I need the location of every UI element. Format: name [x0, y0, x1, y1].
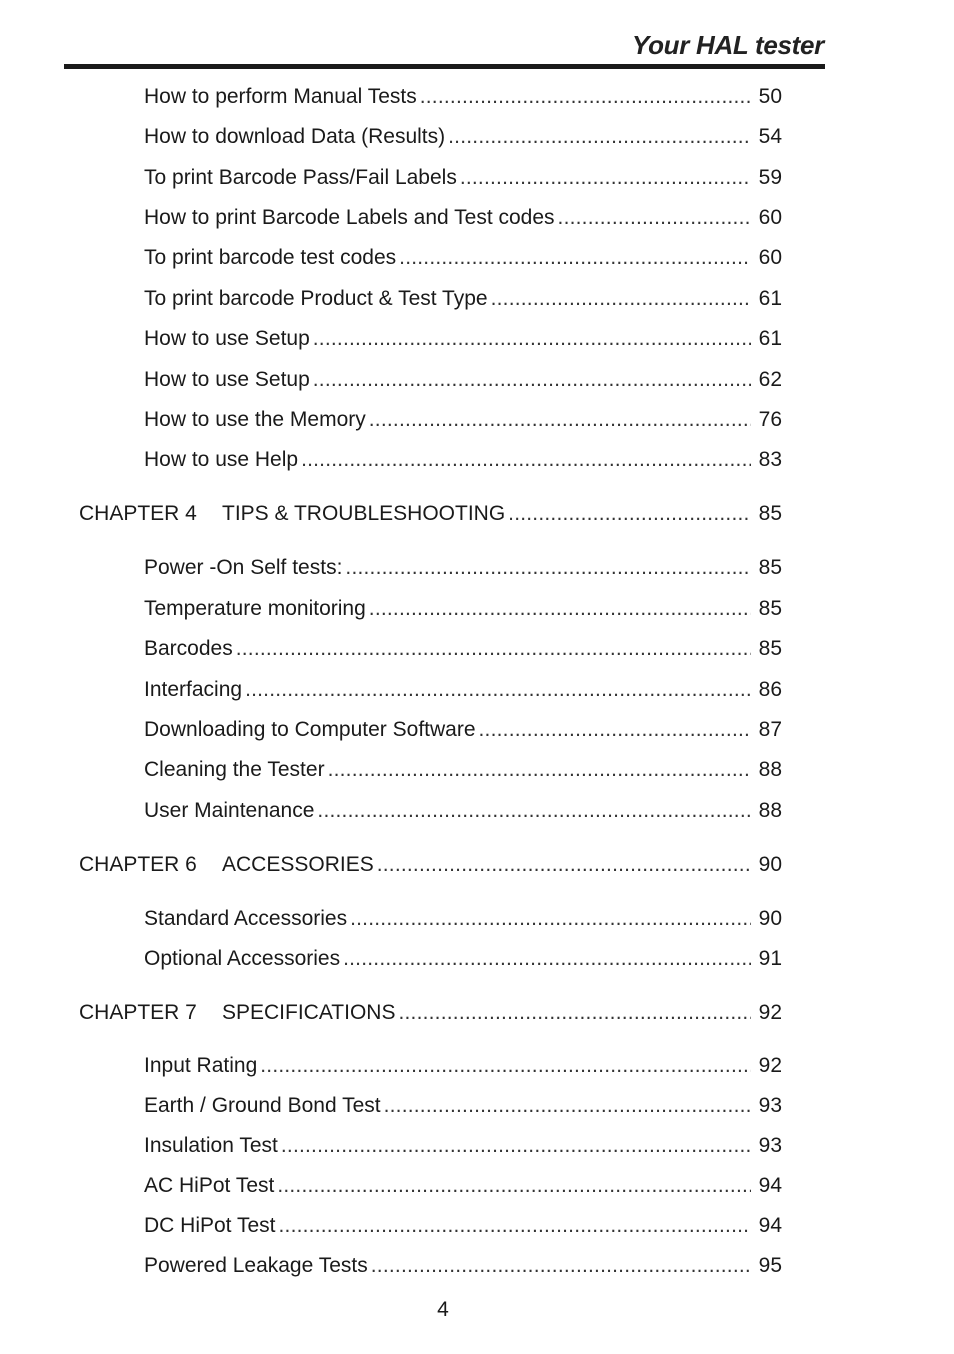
toc-entry-title: Insulation Test	[144, 1134, 278, 1157]
toc-page-number: 60	[758, 206, 782, 229]
toc-entry[interactable]	[144, 715, 782, 745]
toc-entry[interactable]	[144, 1251, 782, 1281]
toc-page-number: 90	[758, 853, 782, 876]
toc-entry-title: DC HiPot Test	[144, 1214, 276, 1237]
toc-page-number: 59	[758, 166, 782, 189]
toc-entry-title: Temperature monitoring	[144, 597, 366, 620]
toc-chapter-number: CHAPTER 7	[79, 1001, 197, 1024]
toc-entry-title: Input Rating	[144, 1054, 258, 1077]
toc-page-number: 94	[758, 1174, 782, 1197]
toc-page-number: 83	[758, 448, 782, 471]
dot-leader	[236, 634, 751, 664]
toc-page-number: 87	[758, 718, 782, 741]
dot-leader	[345, 553, 751, 583]
dot-leader	[350, 904, 751, 934]
toc-entry[interactable]	[144, 203, 782, 233]
toc-entry[interactable]	[144, 405, 782, 435]
dot-leader	[384, 1091, 751, 1121]
toc-entry[interactable]	[144, 1131, 782, 1161]
toc-entry-title: Standard Accessories	[144, 907, 348, 930]
toc-entry[interactable]	[144, 1051, 782, 1081]
toc-page-number: 90	[758, 907, 782, 930]
toc-entry-title: To print barcode test codes	[144, 246, 397, 269]
dot-leader	[343, 944, 751, 974]
toc-entry[interactable]	[144, 944, 782, 974]
toc-entry[interactable]	[144, 594, 782, 624]
toc-entry-title: Optional Accessories	[144, 947, 341, 970]
toc-entry-title: SPECIFICATIONS	[222, 1001, 396, 1024]
dot-leader	[301, 445, 751, 475]
toc-page-number: 85	[758, 597, 782, 620]
toc-entry[interactable]	[144, 1171, 782, 1201]
dot-leader	[328, 755, 751, 785]
toc-page-number: 50	[758, 85, 782, 108]
toc-entry[interactable]	[144, 904, 782, 934]
dot-leader	[377, 850, 751, 880]
toc-chapter-entry[interactable]	[79, 998, 782, 1028]
dot-leader	[317, 796, 751, 826]
toc-entry-title: AC HiPot Test	[144, 1174, 275, 1197]
toc-entry[interactable]	[144, 553, 782, 583]
toc-entry-title: How to perform Manual Tests	[144, 85, 417, 108]
dot-leader	[508, 499, 751, 529]
dot-leader	[479, 715, 751, 745]
dot-leader	[369, 594, 751, 624]
toc-entry-title: Interfacing	[144, 678, 243, 701]
toc-entry[interactable]	[144, 1091, 782, 1121]
dot-leader	[313, 324, 751, 354]
toc-entry[interactable]	[144, 122, 782, 152]
toc-page-number: 94	[758, 1214, 782, 1237]
toc-entry-title: User Maintenance	[144, 799, 315, 822]
toc-page-number: 92	[758, 1001, 782, 1024]
toc-entry[interactable]	[144, 675, 782, 705]
dot-leader	[245, 675, 751, 705]
dot-leader	[399, 243, 751, 273]
toc-page-number: 93	[758, 1094, 782, 1117]
toc-entry[interactable]	[144, 634, 782, 664]
toc-page-number: 86	[758, 678, 782, 701]
toc-entry[interactable]	[144, 755, 782, 785]
toc-page-number: 92	[758, 1054, 782, 1077]
dot-leader	[420, 82, 751, 112]
toc-entry-title: Powered Leakage Tests	[144, 1254, 368, 1277]
toc-entry-title: How to use Setup	[144, 327, 310, 350]
toc-entry-title: How to use Setup	[144, 368, 310, 391]
toc-entry-title: Power -On Self tests:	[144, 556, 343, 579]
toc-page-number: 54	[758, 125, 782, 148]
toc-page-number: 76	[758, 408, 782, 431]
toc-chapter-entry[interactable]	[79, 850, 782, 880]
toc-page-number: 60	[758, 246, 782, 269]
toc-entry-title: ACCESSORIES	[222, 853, 374, 876]
toc-page-number: 61	[758, 327, 782, 350]
dot-leader	[460, 163, 751, 193]
toc-page-number: 62	[758, 368, 782, 391]
dot-leader	[369, 405, 751, 435]
toc-entry[interactable]	[144, 365, 782, 395]
toc-entry-title: How to download Data (Results)	[144, 125, 446, 148]
running-header-title: Your HAL tester	[632, 30, 824, 60]
toc-entry-title: How to use Help	[144, 448, 299, 471]
dot-leader	[260, 1051, 751, 1081]
dot-leader	[448, 122, 751, 152]
toc-entry-title: Downloading to Computer Software	[144, 718, 476, 741]
dot-leader	[279, 1211, 752, 1241]
toc-entry-title: Earth / Ground Bond Test	[144, 1094, 381, 1117]
page-number: 4	[437, 1298, 449, 1321]
toc-entry[interactable]	[144, 82, 782, 112]
dot-leader	[371, 1251, 751, 1281]
toc-chapter-number: CHAPTER 4	[79, 502, 197, 525]
toc-page-number: 88	[758, 758, 782, 781]
toc-chapter-number: CHAPTER 6	[79, 853, 197, 876]
toc-page-number: 85	[758, 637, 782, 660]
toc-entry[interactable]	[144, 243, 782, 273]
toc-entry[interactable]	[144, 324, 782, 354]
toc-page-number: 93	[758, 1134, 782, 1157]
toc-page-number: 85	[758, 556, 782, 579]
dot-leader	[491, 284, 751, 314]
toc-entry[interactable]	[144, 284, 782, 314]
toc-chapter-entry[interactable]	[79, 499, 782, 529]
toc-page-number: 95	[758, 1254, 782, 1277]
toc-entry-title: TIPS & TROUBLESHOOTING	[222, 502, 506, 525]
toc-entry-title: How to print Barcode Labels and Test codes	[144, 206, 555, 229]
toc-page-number: 85	[758, 502, 782, 525]
dot-leader	[398, 998, 751, 1028]
dot-leader	[558, 203, 751, 233]
toc-entry[interactable]	[144, 1211, 782, 1241]
dot-leader	[277, 1171, 751, 1201]
toc-page-number: 91	[758, 947, 782, 970]
toc-entry-title: To print barcode Product & Test Type	[144, 287, 488, 310]
toc-entry[interactable]	[144, 796, 782, 826]
toc-page-number: 88	[758, 799, 782, 822]
dot-leader	[313, 365, 751, 395]
toc-entry[interactable]	[144, 445, 782, 475]
toc-entry-title: How to use the Memory	[144, 408, 366, 431]
dot-leader	[281, 1131, 751, 1161]
toc-entry-title: Cleaning the Tester	[144, 758, 325, 781]
toc-entry-title: To print Barcode Pass/Fail Labels	[144, 166, 457, 189]
toc-entry-title: Barcodes	[144, 637, 233, 660]
toc-page-number: 61	[758, 287, 782, 310]
toc-entry[interactable]	[144, 163, 782, 193]
